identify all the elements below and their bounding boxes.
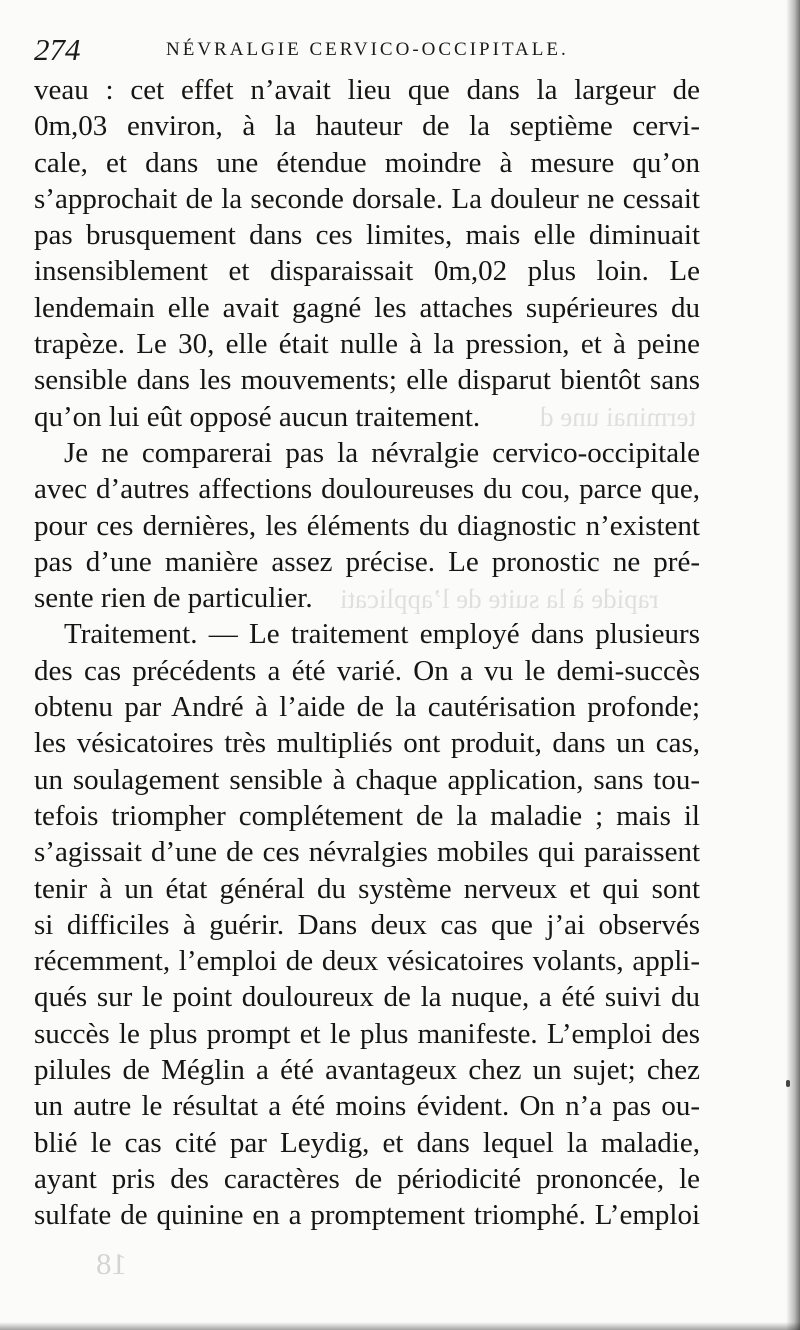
page-number: 274 <box>34 32 81 67</box>
text-line: pour ces dernières, les éléments du diagnostic n’existent <box>34 509 700 542</box>
text-line: s’agissait d’une de ces névralgies mobiles qui paraissent <box>34 836 700 869</box>
text-line: sensible dans les mouvements; elle disparut bientôt sans <box>34 364 700 397</box>
text-line: obtenu par André à l’aide de la cautérisation profonde; <box>34 691 700 724</box>
text-line: Traitement. — Le traitement employé dans plusieurs <box>64 618 700 651</box>
page-header <box>34 30 764 70</box>
text-line: tefois triompher complétement de la maladie ; mais il <box>34 799 700 832</box>
text-line: lendemain elle avait gagné les attaches supérieures du <box>34 291 700 324</box>
text-line: 0m,03 environ, à la hauteur de la septième cervi- <box>34 110 700 143</box>
text-line: un soulagement sensible à chaque application, sans tou- <box>34 763 700 796</box>
text-line: avec d’autres affections douloureuses du cou, parce que, <box>34 473 700 506</box>
text-line: pilules de Méglin a été avantageux chez un sujet; chez <box>34 1054 700 1087</box>
text-line: cale, et dans une étendue moindre à mesure qu’on <box>34 146 700 179</box>
text-line: pas brusquement dans ces limites, mais elle diminuait <box>34 219 700 252</box>
running-head: NÉVRALGIE CERVICO-OCCIPITALE. <box>166 39 569 60</box>
body-text <box>34 72 700 1234</box>
text-line: un autre le résultat a été moins évident. On n’a pas ou- <box>34 1090 700 1123</box>
text-line: qués sur le point douloureux de la nuque, a été suivi du <box>34 981 700 1014</box>
text-line: récemment, l’emploi de deux vésicatoires volants, appli- <box>34 945 700 978</box>
text-line: tenir à un état général du système nerveux et qui sont <box>34 872 700 905</box>
text-line: succès le plus prompt et le plus manifeste. L’emploi des <box>34 1017 700 1050</box>
text-line: veau : cet effet n’avait lieu que dans la largeur de <box>34 74 700 106</box>
text-line: blié le cas cité par Leydig, et dans lequel la maladie, <box>34 1126 700 1159</box>
text-line: si difficiles à guérir. Dans deux cas que j’ai observés <box>34 908 700 941</box>
text-line: les vésicatoires très multipliés ont produit, dans un cas, <box>34 727 700 760</box>
text-line: ayant pris des caractères de périodicité prononcée, le <box>34 1162 700 1195</box>
text-line: s’approchait de la seconde dorsale. La douleur ne cessait <box>34 182 700 215</box>
text-line: sente rien de particulier. <box>34 582 313 615</box>
text-line: insensiblement et disparaissait 0m,02 plus loin. Le <box>34 255 700 288</box>
ink-speck <box>786 1080 790 1087</box>
text-line: des cas précédents a été varié. On a vu le demi-succès <box>34 654 700 687</box>
text-line: Je ne comparerai pas la névralgie cervico-occipitale <box>64 436 700 469</box>
bleed-through-text: terminai une d <box>540 402 696 432</box>
text-line: qu’on lui eût opposé aucun traitement. <box>34 400 481 433</box>
text-line: pas d’une manière assez précise. Le pronostic ne pré- <box>34 545 700 578</box>
bleed-through-text: rapide à la suite de l’applicati <box>340 584 659 614</box>
bleed-through-text: 18 <box>96 1246 127 1281</box>
text-line: trapèze. Le 30, elle était nulle à la pression, et à peine <box>34 328 700 361</box>
text-line: sulfate de quinine en a promptement triomphé. L’emploi <box>34 1199 700 1232</box>
spine-shadow <box>786 0 800 1330</box>
page-bottom-edge <box>0 1322 800 1330</box>
